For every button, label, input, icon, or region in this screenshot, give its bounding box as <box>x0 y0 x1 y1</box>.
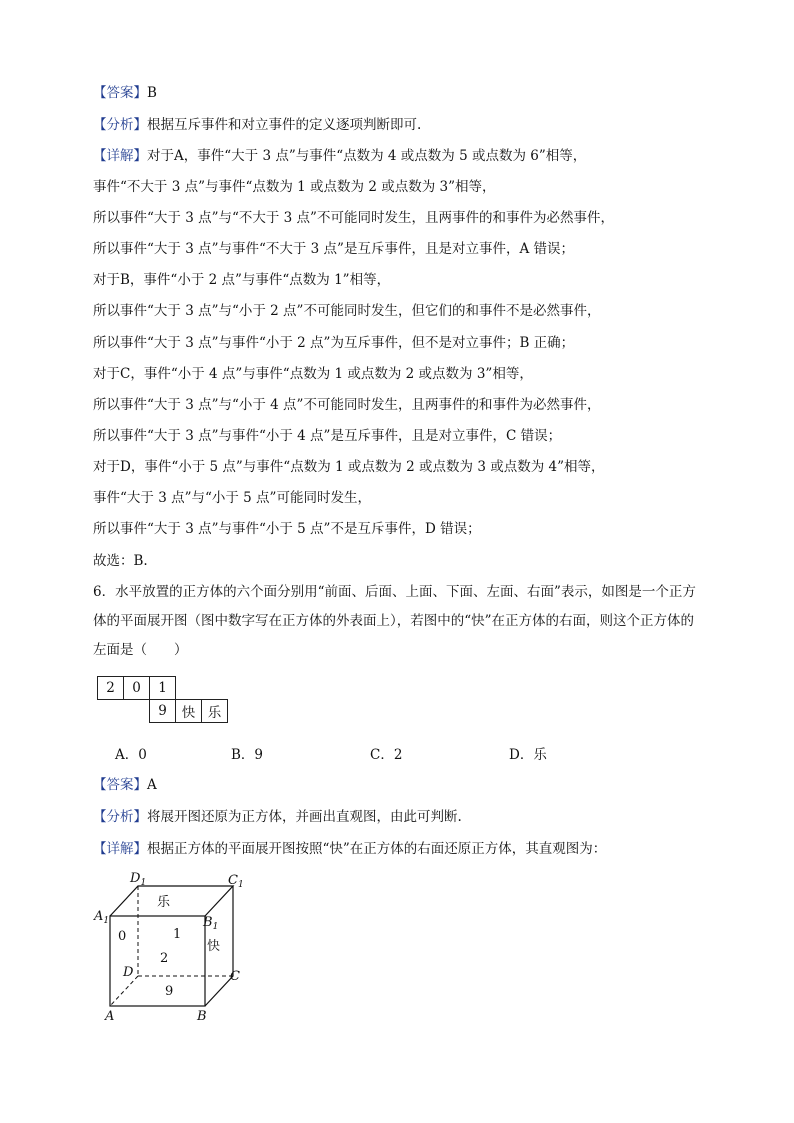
detail-line: 事件“大于 3 点”与“小于 5 点”可能同时发生， <box>93 490 371 506</box>
detail-line: 所以事件“大于 3 点”与事件“小于 2 点”为互斥事件，但不是对立事件；B 正确； <box>93 335 575 351</box>
analysis-line <box>93 116 421 134</box>
vertex-label-a: A <box>105 1009 115 1024</box>
net-cell: 9 <box>150 700 176 723</box>
option-c: C．2 <box>370 747 403 763</box>
answer-value: A <box>147 777 157 793</box>
vertex-label-b1: $B_1$ <box>203 915 219 932</box>
option-b: B．9 <box>231 747 264 763</box>
detail-text: 根据正方体的平面展开图按照“快”在正方体的右面还原正方体，其直观图为： <box>147 841 607 857</box>
cube-top-edge <box>110 886 233 916</box>
option-d: D．乐 <box>509 747 547 763</box>
question-stem: 6．水平放置的正方体的六个面分别用“前面、后面、上面、下面、左面、右面”表示，如图是一个正方体的平面展开图（图中数字写在正方体的外表面上），若图中的“快”在正方体的右面，则这个正方体的左面是（ ） <box>93 584 696 658</box>
vertex-label-d1: $D_1$ <box>130 871 147 888</box>
vertex-label-a1: $A_1$ <box>94 909 110 926</box>
answer-line <box>93 776 157 794</box>
conclusion-line: 故选：B. <box>93 553 148 569</box>
analysis-tag: 【分析】 <box>93 809 147 825</box>
cube-diagram <box>88 868 258 1028</box>
detail-line: 所以事件“大于 3 点”与“小于 2 点”不可能同时发生，但它们的和事件不是必然事件， <box>93 303 601 319</box>
analysis-line <box>93 808 462 826</box>
face-label-front: 2 <box>160 951 169 966</box>
answer-tag: 【答案】 <box>93 85 147 101</box>
detail-line: 事件“不大于 3 点”与事件“点数为 1 或点数为 2 或点数为 3”相等， <box>93 179 496 195</box>
detail-tag: 【详解】 <box>93 841 147 857</box>
analysis-text: 将展开图还原为正方体，并画出直观图，由此可判断. <box>147 809 462 825</box>
cube-net <box>97 676 228 723</box>
detail-line: 所以事件“大于 3 点”与事件“小于 4 点”是互斥事件，且是对立事件，C 错误； <box>93 428 562 444</box>
detail-line <box>93 147 586 165</box>
answer-line <box>93 84 157 102</box>
face-label-back: 1 <box>173 927 182 942</box>
vertex-label-c1: $C_1$ <box>228 873 244 890</box>
detail-line: 所以事件“大于 3 点”与事件“小于 5 点”不是互斥事件，D 错误； <box>93 521 481 537</box>
net-cell: 0 <box>124 677 150 700</box>
net-cell: 2 <box>98 677 124 700</box>
answer-tag: 【答案】 <box>93 777 147 793</box>
analysis-tag: 【分析】 <box>93 117 147 133</box>
cube-hidden-edge <box>110 976 138 1006</box>
detail-line: 对于D，事件“小于 5 点”与事件“点数为 1 或点数为 2 或点数为 3 或点数为 4”相等， <box>93 459 605 475</box>
detail-line: 所以事件“大于 3 点”与“小于 4 点”不可能同时发生，且两事件的和事件为必然事件， <box>93 397 601 413</box>
detail-line <box>93 840 606 858</box>
net-cell: 1 <box>150 677 176 700</box>
answer-value: B <box>147 85 157 101</box>
net-cell: 乐 <box>202 700 228 723</box>
vertex-label-c: C <box>230 969 240 984</box>
option-a: A．0 <box>115 747 147 763</box>
vertex-label-d: D <box>123 965 134 980</box>
analysis-text: 根据互斥事件和对立事件的定义逐项判断即可. <box>147 117 422 133</box>
detail-text: 对于A，事件“大于 3 点”与事件“点数为 4 或点数为 5 或点数为 6”相等， <box>147 148 587 164</box>
face-label-right: 快 <box>207 939 221 954</box>
face-label-left: 0 <box>118 929 127 944</box>
detail-line: 对于C，事件“小于 4 点”与事件“点数为 1 或点数为 2 或点数为 3”相等， <box>93 366 533 382</box>
detail-line: 对于B，事件“小于 2 点”与事件“点数为 1”相等， <box>93 272 391 288</box>
detail-line: 所以事件“大于 3 点”与事件“不大于 3 点”是互斥事件，且是对立事件，A 错误； <box>93 241 574 257</box>
detail-line: 所以事件“大于 3 点”与“不大于 3 点”不可能同时发生，且两事件的和事件为必然事件， <box>93 210 614 226</box>
face-label-top: 乐 <box>157 895 171 910</box>
face-label-bottom: 9 <box>165 984 174 999</box>
detail-tag: 【详解】 <box>93 148 147 164</box>
net-cell: 快 <box>176 700 202 723</box>
vertex-label-b: B <box>197 1009 207 1024</box>
